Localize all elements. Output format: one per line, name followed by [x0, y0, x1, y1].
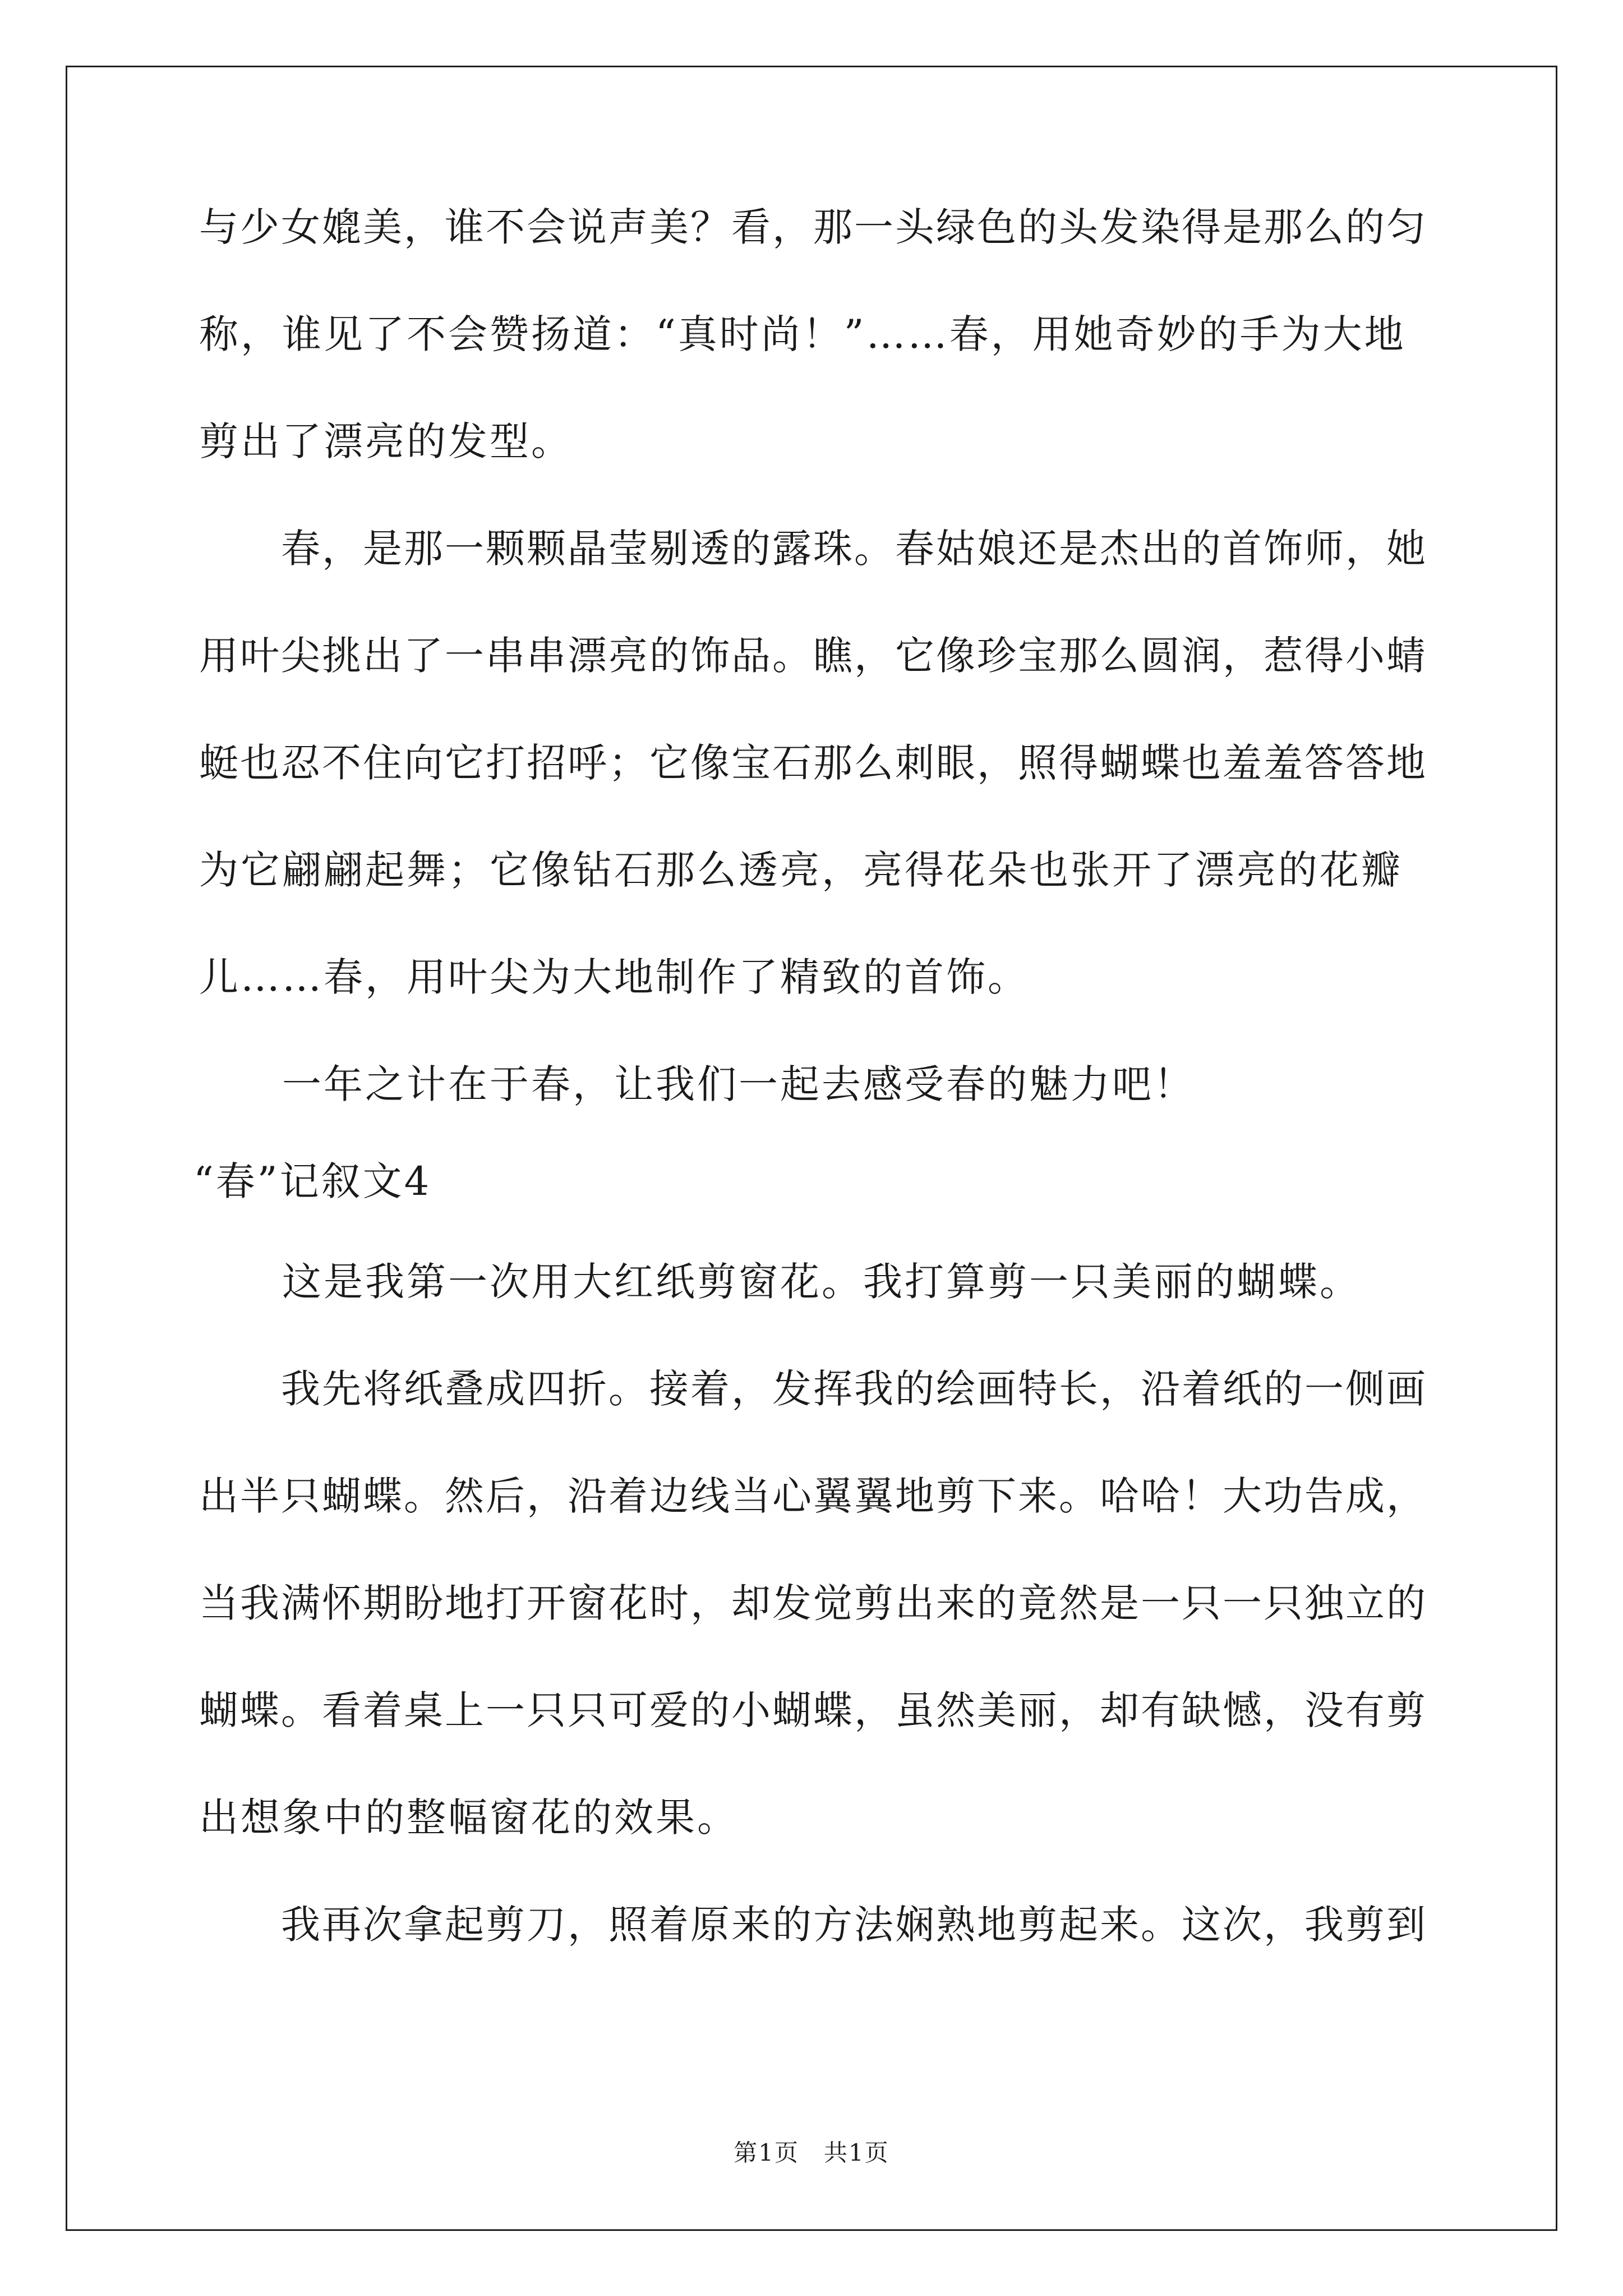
text-line	[199, 1795, 739, 1841]
text-line-content: 蜓也忍不住向它打招呼；它像宝石那么刺眼，照得蝴蝶也羞羞答答地	[199, 740, 1427, 786]
text-line-content: 剪出了漂亮的发型。	[199, 418, 573, 464]
text-line-content: 这是我第一次用大红纸剪窗花。我打算剪一只美丽的蝴蝶。	[199, 1259, 1361, 1305]
page-number: 第1页 共1页	[734, 2139, 889, 2166]
text-line	[199, 1580, 1427, 1626]
text-line	[199, 1687, 1427, 1733]
text-line	[199, 418, 573, 464]
text-line	[199, 311, 1427, 357]
text-line	[199, 1061, 1195, 1107]
text-line-content: 称，谁见了不会赞扬道：“真时尚！”……春，用她奇妙的手为大地	[199, 311, 1406, 357]
text-line-content: 我再次拿起剪刀，照着原来的方法娴熟地剪起来。这次，我剪到	[199, 1902, 1427, 1948]
page-footer	[0, 2134, 1623, 2168]
text-line-content: 一年之计在于春，让我们一起去感受春的魅力吧！	[199, 1061, 1195, 1107]
text-line	[199, 847, 1403, 893]
section-heading-text: “春”记叙文4	[193, 1158, 432, 1204]
text-line	[199, 526, 1427, 572]
text-line	[199, 1473, 1427, 1519]
text-line	[199, 954, 1029, 1000]
text-line	[199, 204, 1427, 250]
text-line	[199, 633, 1427, 679]
text-line	[199, 740, 1427, 786]
text-line-content: 出半只蝴蝶。然后，沿着边线当心翼翼地剪下来。哈哈！大功告成，	[199, 1473, 1427, 1519]
section-heading	[193, 1158, 432, 1204]
text-line-content: 与少女媲美，谁不会说声美？看，那一头绿色的头发染得是那么的匀	[199, 204, 1427, 250]
text-line	[199, 1259, 1361, 1305]
text-line-content: 春，是那一颗颗晶莹剔透的露珠。春姑娘还是杰出的首饰师，她	[199, 526, 1427, 572]
text-line	[199, 1366, 1427, 1412]
text-line-content: 当我满怀期盼地打开窗花时，却发觉剪出来的竟然是一只一只独立的	[199, 1580, 1427, 1626]
text-line	[199, 1902, 1427, 1948]
text-line-content: 蝴蝶。看着桌上一只只可爱的小蝴蝶，虽然美丽，却有缺憾，没有剪	[199, 1687, 1427, 1733]
text-line-content: 出想象中的整幅窗花的效果。	[199, 1795, 739, 1841]
text-line-content: 儿……春，用叶尖为大地制作了精致的首饰。	[199, 954, 1029, 1000]
text-line-content: 用叶尖挑出了一串串漂亮的饰品。瞧，它像珍宝那么圆润，惹得小蜻	[199, 633, 1427, 679]
text-line-content: 我先将纸叠成四折。接着，发挥我的绘画特长，沿着纸的一侧画	[199, 1366, 1427, 1412]
text-line-content: 为它翩翩起舞；它像钻石那么透亮，亮得花朵也张开了漂亮的花瓣	[199, 847, 1403, 893]
